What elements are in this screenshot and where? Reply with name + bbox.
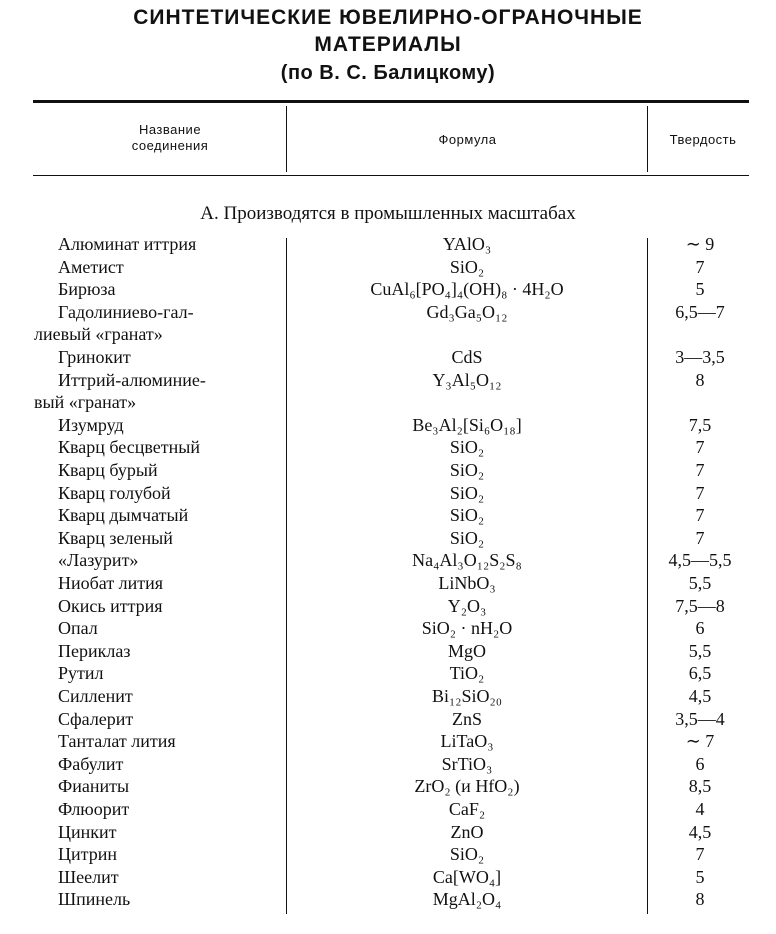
row-name: Аметист xyxy=(58,256,124,277)
row-hardness: 7,5—8 xyxy=(675,595,725,616)
row-formula: SiO₂ xyxy=(449,256,485,277)
column-header-formula: Формула xyxy=(438,132,497,147)
row-formula: SiO₂ xyxy=(449,844,485,865)
row-formula: SiO₂ xyxy=(449,527,485,548)
header-divider-2 xyxy=(647,106,648,172)
row-hardness: 7 xyxy=(695,844,705,865)
row-name: Гадолиниево-гал- xyxy=(58,301,194,322)
row-name: Танталат лития xyxy=(58,731,176,752)
row-formula: CaF₂ xyxy=(448,799,486,819)
row-hardness: 5 xyxy=(695,866,705,887)
row-hardness: 5 xyxy=(695,279,705,300)
row-name: Цитрин xyxy=(58,844,117,865)
row-name: Окись иттрия xyxy=(58,595,163,616)
row-formula: MgO xyxy=(447,640,486,661)
row-formula: Y₃Al₅O₁₂ xyxy=(432,369,502,390)
header-rule xyxy=(33,175,749,176)
row-hardness: 6,5—7 xyxy=(675,301,725,322)
row-name: Иттрий-алюминие- xyxy=(58,369,206,390)
row-formula: SiO₂ xyxy=(449,482,485,503)
row-formula: CuAl₆[PO₄]₄(OH)₈ · 4H₂O xyxy=(370,279,564,300)
top-rule xyxy=(33,100,749,103)
row-name: Шпинель xyxy=(58,889,131,910)
row-hardness: 7 xyxy=(695,437,705,458)
row-name: Опал xyxy=(58,618,98,639)
row-formula: ZnS xyxy=(451,708,482,729)
column-header-name: Название соединения xyxy=(131,122,209,153)
row-name: Ниобат лития xyxy=(58,573,164,593)
row-formula: Be₃Al₂[Si₆O₁₈] xyxy=(412,414,522,435)
page-title-line-1: СИНТЕТИЧЕСКИЕ ЮВЕЛИРНО-ОГРАНОЧНЫЕ xyxy=(133,6,643,29)
row-formula: SrTiO₃ xyxy=(441,753,493,774)
row-formula: SiO₂ · nH₂O xyxy=(421,618,513,639)
row-name: Шеелит xyxy=(58,866,119,887)
row-name: Кварц зеленый xyxy=(58,527,173,548)
row-name: Изумруд xyxy=(58,414,124,435)
row-name: Периклаз xyxy=(58,640,131,661)
row-name: Сфалерит xyxy=(58,708,134,729)
row-hardness: 7,5 xyxy=(688,414,712,435)
page-title-line-2: МАТЕРИАЛЫ xyxy=(314,33,462,56)
row-hardness: ∼ 9 xyxy=(685,234,715,254)
row-hardness: ∼ 7 xyxy=(685,731,715,752)
row-formula: YAlO₃ xyxy=(442,234,492,254)
row-name: «Лазурит» xyxy=(58,550,139,571)
row-name: Кварц дымчатый xyxy=(58,505,189,526)
row-formula: ZnO xyxy=(450,821,484,842)
row-hardness: 7 xyxy=(695,256,705,277)
row-hardness: 5,5 xyxy=(688,573,712,593)
row-formula: Gd₃Ga₅O₁₂ xyxy=(426,301,508,322)
row-formula: Bi₁₂SiO₂₀ xyxy=(431,686,503,706)
row-name: Кварц голубой xyxy=(58,482,171,503)
row-name: Фианиты xyxy=(58,776,130,797)
row-name: Гринокит xyxy=(58,347,131,367)
row-name: Фабулит xyxy=(58,753,124,774)
row-name: Алюминат иттрия xyxy=(58,234,197,254)
row-hardness: 3—3,5 xyxy=(675,347,725,367)
row-name-continuation: вый «гранат» xyxy=(34,392,137,413)
page-subtitle: (по В. С. Балицкому) xyxy=(280,62,496,84)
row-hardness: 4,5 xyxy=(688,821,712,842)
row-hardness: 7 xyxy=(695,482,705,503)
row-name: Кварц бесцветный xyxy=(58,437,200,458)
row-hardness: 6 xyxy=(695,753,705,774)
column-header-hardness: Твердость xyxy=(669,132,737,147)
row-hardness: 6 xyxy=(695,618,705,639)
row-name: Рутил xyxy=(58,663,104,684)
row-formula: Ca[WO₄] xyxy=(432,866,502,887)
row-hardness: 7 xyxy=(695,460,705,480)
row-name: Бирюза xyxy=(58,279,116,300)
row-hardness: 3,5—4 xyxy=(675,708,725,729)
row-formula: SiO₂ xyxy=(449,505,485,526)
row-formula: TiO₂ xyxy=(449,663,485,684)
row-name: Флюорит xyxy=(58,799,130,819)
row-hardness: 4,5—5,5 xyxy=(668,550,732,571)
row-formula: MgAl₂O₄ xyxy=(432,889,502,910)
row-formula: SiO₂ xyxy=(449,460,485,480)
row-name: Цинкит xyxy=(58,821,117,842)
row-hardness: 7 xyxy=(695,505,705,526)
row-name: Силленит xyxy=(58,686,133,706)
row-hardness: 4 xyxy=(695,799,705,819)
header-divider-1 xyxy=(286,106,287,172)
row-formula: SiO₂ xyxy=(449,437,485,458)
row-formula: Na₄Al₃O₁₂S₂S₈ xyxy=(412,550,522,571)
row-name-continuation: лиевый «гранат» xyxy=(34,324,163,345)
row-hardness: 8 xyxy=(695,369,705,390)
row-formula: CdS xyxy=(451,347,483,367)
row-hardness: 4,5 xyxy=(688,686,712,706)
row-hardness: 7 xyxy=(695,527,705,548)
row-name: Кварц бурый xyxy=(58,460,158,480)
row-formula: LiTaO₃ xyxy=(440,731,494,752)
row-formula: ZrO₂ (и HfO₂) xyxy=(414,776,520,797)
row-formula: LiNbO₃ xyxy=(438,573,496,593)
row-formula: Y₂O₃ xyxy=(447,595,487,616)
section-a-heading: А. Производятся в промышленных масштабах xyxy=(200,203,576,224)
row-hardness: 8 xyxy=(695,889,705,910)
row-hardness: 5,5 xyxy=(688,640,712,661)
row-hardness: 8,5 xyxy=(688,776,712,797)
row-hardness: 6,5 xyxy=(688,663,712,684)
